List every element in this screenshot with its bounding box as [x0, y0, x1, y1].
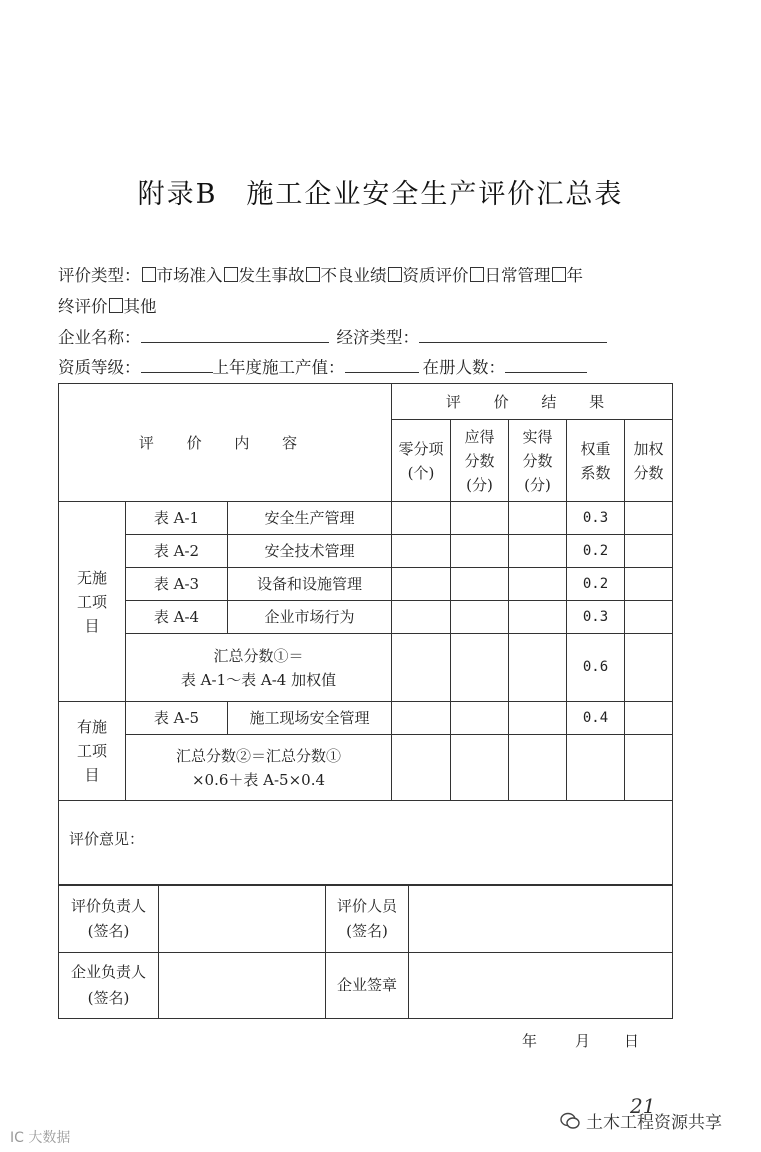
summary1-formula [126, 634, 392, 702]
date-day: 日 [624, 1032, 640, 1050]
option-qualification: 资质评价 [402, 266, 469, 285]
weighted-cell[interactable] [625, 601, 673, 634]
col-weight [567, 420, 625, 502]
econ-type-label: 经济类型： [336, 328, 419, 347]
option-market-entry: 市场准入 [156, 266, 223, 285]
summary2-line2: ×0.6＋表 A-5×0.4 [191, 770, 326, 789]
group1-label-cell [59, 502, 126, 702]
zero-cell[interactable] [392, 601, 451, 634]
weight-cell: 0.2 [567, 535, 625, 568]
col-actual-line3: (分) [524, 475, 551, 494]
group1-label-line2: 工项 [76, 592, 107, 611]
group1-label-line3: 目 [84, 616, 100, 635]
econ-type-field[interactable] [419, 328, 607, 343]
company-name-label: 企业名称： [58, 328, 141, 347]
watermark-logo-icon: IC [10, 1130, 24, 1146]
row-code: 表 A-2 [126, 535, 228, 568]
grade-label: 资质等级： [58, 358, 141, 377]
col-zero-items [392, 420, 451, 502]
evaluators-label [326, 886, 409, 953]
summary-row-1 [59, 634, 673, 702]
option-daily: 日常管理 [484, 266, 551, 285]
col-expected-line2: 分数 [464, 451, 495, 470]
eval-lead-label [59, 886, 159, 953]
expected-cell[interactable] [451, 502, 509, 535]
eval-type-line2 [58, 293, 157, 317]
staff-field[interactable] [505, 358, 587, 373]
company-seal-field[interactable] [409, 953, 673, 1019]
expected-cell[interactable] [451, 601, 509, 634]
option-year-end-part1: 年 [566, 266, 583, 285]
row-code: 表 A-5 [126, 702, 228, 735]
weighted-cell[interactable] [625, 735, 673, 801]
row-code: 表 A-3 [126, 568, 228, 601]
summary2-formula [126, 735, 392, 801]
group1-label-line1: 无施 [76, 568, 107, 587]
checkbox-year-end[interactable] [552, 267, 566, 282]
actual-cell[interactable] [509, 601, 567, 634]
expected-cell[interactable] [451, 634, 509, 702]
watermark-left [10, 1127, 70, 1147]
row-name: 施工现场安全管理 [228, 702, 392, 735]
group2-label-line1: 有施 [76, 718, 107, 736]
weight-cell: 0.6 [567, 634, 625, 702]
row-name: 设备和设施管理 [228, 568, 392, 601]
group2-label-line2: 工项 [76, 742, 107, 760]
weighted-cell[interactable] [625, 634, 673, 702]
row-code: 表 A-4 [126, 601, 228, 634]
col-zero-line1: 零分项 [398, 439, 444, 458]
company-line [58, 324, 607, 348]
weight-cell: 0.4 [567, 702, 625, 735]
eval-type-line [58, 262, 583, 286]
checkbox-accident[interactable] [224, 267, 238, 282]
opinion-label: 评价意见： [69, 830, 145, 848]
watermark-right-text: 土木工程资源共享 [586, 1113, 722, 1133]
table-row [59, 535, 673, 568]
option-other: 其他 [123, 297, 157, 316]
weight-cell: 0.3 [567, 601, 625, 634]
eval-type-label: 评价类型： [58, 266, 141, 285]
option-accident: 发生事故 [238, 266, 305, 285]
option-bad-record: 不良业绩 [320, 266, 387, 285]
signature-table [58, 885, 673, 1019]
evaluators-signature-field[interactable] [409, 886, 673, 953]
result-header: 评 价 结 果 [445, 392, 619, 411]
zero-cell[interactable] [392, 535, 451, 568]
grade-field[interactable] [141, 358, 213, 373]
actual-cell[interactable] [509, 735, 567, 801]
content-header: 评 价 内 容 [138, 433, 312, 452]
expected-cell[interactable] [451, 568, 509, 601]
row-name: 企业市场行为 [228, 601, 392, 634]
expected-cell[interactable] [451, 535, 509, 568]
zero-cell[interactable] [392, 634, 451, 702]
weighted-cell[interactable] [625, 502, 673, 535]
weighted-cell[interactable] [625, 568, 673, 601]
eval-lead-signature-field[interactable] [159, 886, 326, 953]
actual-cell[interactable] [509, 502, 567, 535]
row-name: 安全技术管理 [228, 535, 392, 568]
row-code: 表 A-1 [126, 502, 228, 535]
company-lead-label [59, 953, 159, 1019]
option-year-end-part2: 终评价 [58, 297, 108, 316]
zero-cell[interactable] [392, 702, 451, 735]
eval-lead-line1: 评价负责人 [70, 896, 146, 915]
qualification-line [58, 354, 587, 378]
output-label: 上年度施工产值： [212, 358, 345, 377]
expected-cell[interactable] [451, 702, 509, 735]
row-name: 安全生产管理 [228, 502, 392, 535]
result-header-cell [392, 384, 673, 420]
zero-cell[interactable] [392, 568, 451, 601]
company-lead-line2: (签名) [87, 988, 130, 1007]
opinion-cell[interactable] [59, 801, 673, 885]
checkbox-qualification[interactable] [388, 267, 402, 282]
checkbox-other[interactable] [109, 298, 123, 313]
date-year: 年 [522, 1032, 538, 1050]
actual-cell[interactable] [509, 702, 567, 735]
page-number: 21 [630, 1094, 656, 1118]
col-weighted-line2: 分数 [633, 463, 664, 482]
summary1-line1: 汇总分数①＝ [213, 646, 304, 665]
actual-cell[interactable] [509, 568, 567, 601]
col-weight-line1: 权重 [580, 439, 611, 458]
summary-row-2 [59, 735, 673, 801]
col-zero-line2: (个) [407, 463, 435, 482]
opinion-row [59, 801, 673, 885]
col-weighted [625, 420, 673, 502]
weight-cell: 0.3 [567, 502, 625, 535]
actual-cell[interactable] [509, 634, 567, 702]
checkbox-bad-record[interactable] [306, 267, 320, 282]
table-row [59, 568, 673, 601]
evaluators-line1: 评价人员 [336, 896, 397, 915]
company-lead-signature-field[interactable] [159, 953, 326, 1019]
col-expected [451, 420, 509, 502]
eval-lead-line2: (签名) [87, 922, 130, 940]
col-actual-line1: 实得 [522, 427, 553, 446]
weighted-cell[interactable] [625, 702, 673, 735]
watermark-left-text: 大数据 [28, 1130, 71, 1146]
actual-cell[interactable] [509, 535, 567, 568]
col-actual [509, 420, 567, 502]
zero-cell[interactable] [392, 502, 451, 535]
weight-cell: 0.2 [567, 568, 625, 601]
col-actual-line2: 分数 [522, 451, 553, 470]
output-field[interactable] [345, 358, 419, 373]
weighted-cell[interactable] [625, 535, 673, 568]
staff-label: 在册人数： [422, 358, 505, 377]
evaluation-table [58, 383, 673, 885]
col-expected-line3: (分) [466, 475, 493, 494]
col-weight-line2: 系数 [580, 463, 611, 482]
weight-cell[interactable] [567, 735, 625, 801]
checkbox-daily[interactable] [470, 267, 484, 282]
company-seal-label: 企业签章 [326, 953, 409, 1019]
wechat-icon [560, 1112, 580, 1130]
summary1-line2: 表 A-1～表 A-4 加权值 [180, 670, 337, 689]
company-name-field[interactable] [141, 328, 329, 343]
zero-cell[interactable] [392, 735, 451, 801]
date-month: 月 [575, 1032, 591, 1050]
evaluators-line2: (签名) [346, 922, 388, 940]
table-row [59, 601, 673, 634]
page-title: 附录B 施工企业安全生产评价汇总表 [137, 179, 624, 210]
col-expected-line1: 应得 [464, 427, 495, 446]
expected-cell[interactable] [451, 735, 509, 801]
checkbox-market-entry[interactable] [142, 267, 156, 282]
table-row [59, 502, 673, 535]
watermark-right [560, 1108, 722, 1133]
group2-label-line3: 目 [84, 766, 100, 784]
company-lead-line1: 企业负责人 [70, 963, 146, 981]
content-header-cell [59, 384, 392, 502]
group2-label-cell [59, 702, 126, 801]
col-weighted-line1: 加权 [633, 439, 664, 458]
summary2-line1: 汇总分数②＝汇总分数① [176, 746, 342, 765]
table-row [59, 702, 673, 735]
